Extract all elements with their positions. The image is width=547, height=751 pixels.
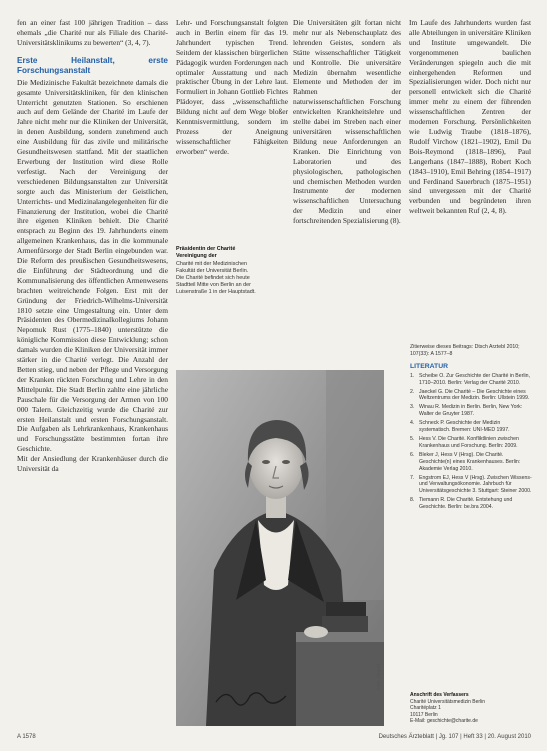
author-address [410,692,532,725]
image-caption [176,246,256,356]
page-footer [0,734,547,746]
literature-list [410,373,532,511]
column1-body-continued: Mit der Ansiedlung der Krankenhäuser durch die Universität da [17,454,168,474]
column4-body: Im Laufe des Jahrhunderts wurden fast alle Abteilungen in universitäre Kliniken und Institute umgewandelt. Die vorgenommenen baulichen Veränderungen spiegeln auch die mit einhergehenden Reformen und Spezialisierungen wider. Doch nicht nur personell entwickelt sich die Charité immer mehr zu einem der führenden wissenschaftlichen Zentren der modernen Forschung. Persönlichkeiten wie Ludwig Traube (1818–1876), Rudolf Virchow (1821–1902), Emil Du Bois-Reymond (1818–1896), Paul Langerhans (1847–1888), Robert Koch (1843–1910), Emil Behring (1854–1917) und Ferdinand Sauerbruch (1875–1951) sind unvergessen mit der Charité verbunden und begründeten ihren weltweit bekannten Ruf (2, 4, 8). [409,18,531,216]
text-column-2 [176,18,288,246]
literature-item: 7. Engstrom EJ, Hess V (Hrsg). Zwischen Wissens- und Verwaltungsökonomie. Jahrbuch für Universitätsgeschichte 3. Stuttgart: Steiner 2000. [410,474,532,495]
address-line: Charitéplatz 1 [410,705,441,712]
caption-title: Präsidentin der Charité Vereinigung der [176,246,236,259]
column1-intro: fen an einer fast 100 jährigen Tradition – dass ehemals „die Charité nur als Filiale des Charité-Universitätsklinikums zu bewerten“ (3, 4, 7). [17,18,168,47]
literature-item: 8. Tiemann R. Die Charité. Entstehung und Geschichte. Berlin: be.bra 2004. [410,497,513,511]
column3-body: Die Universitäten gilt fortan nicht mehr nur als Nebenschauplatz des lehrenden Geistes, sondern als Stätte wissenschaftlicher Tätigkeit und Kontrolle. Die universitäre Medizin übernahm wesentliche Elemente und Methoden der im Rahmen der naturwissenschaftlichen Forschung entwickelten Krankheitslehre und stellte dabei im Streben nach einer universitären wissenschaftlichen Bildung neue Anforderungen an Kranken. Die Einrichtung von Laboratorien und des physiologischen, pathologischen und chemischen Methoden wurden Instrumente der modernen wissenschaftlichen Untersuchung der Medizin und einer fortschreitenden Spezialisierung (8). [293,18,401,226]
address-line: 10117 Berlin [410,711,438,718]
address-email: E-Mail: geschichte@charite.de [410,718,478,725]
section-heading: Erste Heilanstalt, erste Forschungsanstalt [17,55,168,75]
literature-heading: LITERATUR [410,362,449,370]
portrait-illustration [176,370,384,726]
literature-item: 3. Winau R. Medizin in Berlin. Berlin, New York: Walter de Gruyter 1987. [410,404,523,418]
address-title: Anschrift des Verfassers [410,692,469,698]
literature-item: 5. Hess V. Die Charité. Konfliktlinien zwischen Krankenhaus und Forschung. Berlin: 2009. [410,435,519,449]
text-column-3 [293,18,401,418]
column1-body: Die Medizinische Fakultät bezeichnete damals die gesamte Universitätskliniken, für den klinischen Unterricht genutzten Stationen. So erschienen auch auf dem Gelände der Charité im Laufe der Jahre nicht mehr nur die Kliniken der Universität, in denen Ausbildung, sondern zunehmend auch eine Ausbildung für das zivile und militärische Gesundheitswesen stattfand. Mit der staatlichen Erwerbung der Institution wird diese Rolle verfestigt. Nach der Vereinigung der verschiedenen Bildungsanstalten zur Universität sorgte auch das Ministerium der Geistlichen, Unterrichts- und Medizinalangelegenheiten für die Finanzierung der Institution, wobei die Charité ihre eigenen Kliniken behielt. Die Charité entsprach zu Beginn des 19. Jahrhunderts einem allgemeinen Krankenhaus, das in die kommunale Armenfürsorge der Stadt Berlin eingebunden war. Die Reform des preußischen Gesundheitswesens, die Einführung der Städteordnung und die Kommunalisierung des öffentlichen Armenwesens brachten weitreichende Folgen. Erst mit der Gründung der Friedrich-Wilhelms-Universität 1810 setzte eine Umgestaltung ein. Unter dem Präsidenten des Obermedizinalkollegiums Johann Nepomuk Rust (1775–1840) unterstützte die königliche Kommission diese Entwicklung; schon damals wurden die Kliniken der Universität immer stärker in die Charité verlegt. Die Anzahl der Betten stieg, und neben der Pflege und Versorgung der Kranken rückten Forschung und Lehre in den Mittelpunkt. Die Stadt Berlin zahlte eine jährliche Pauschale für die Versorgung der Armen von 100 000 Talern. Gleichzeitig wurde die Charité zur ersten Heilanstalt und ersten Forschungsanstalt. Die Aufgaben als Lehrkrankenhaus, Krankenhaus und Forschungsstätte bestimmten fortan ihre Geschichte. [17,77,168,454]
references-block [410,344,532,513]
portrait-engraving [176,370,384,726]
literature-item: 4. Schneck P. Geschichte der Medizin systematisch. Bremen: UNI-MED 1997. [410,420,510,434]
journal-citation: Deutsches Ärzteblatt | Jg. 107 | Heft 33 | 20. August 2010 [378,734,531,740]
page-number: A 1578 [17,734,36,740]
text-column-1 [17,18,168,736]
literature-item: 2. Jaeckel G. Die Charité – Die Geschichte eines Weltzentrums der Medizin. Berlin: Ullstein 1999. [410,388,530,402]
literature-item: 1. Scheibe O. Zur Geschichte der Charité in Berlin, 1710–2010. Berlin: Verlag der Charité 2010. [410,372,531,386]
address-line: Charité Universitätsmedizin Berlin [410,698,486,705]
text-column-4 [409,18,531,338]
citation-note: Zitierweise dieses Beitrags: Dtsch Arztebl 2010; 107(33): A 1577–8 [410,344,520,357]
literature-item: 6. Bleker J, Hess V (Hrsg). Die Charité. Geschichte(n) eines Krankenhauses. Berlin: Akademie Verlag 2010. [410,451,521,472]
photo-credit: Foto: Charité [376,663,381,690]
caption-text: Charité mit der Medizinischen Fakultät der Universität Berlin. Die Charité befindet sich heute Stadtteil Mitte von Berlin an der Luisenstraße 1 in der Hauptstadt. [176,261,256,295]
column2-body: Lehr- und Forschungsanstalt folgten auch in Berlin einem für das 19. Jahrhundert typischen Trend. Seitdem der klassischen bürgerlichen Pädagogik wurden Forderungen nach optimaler Ausstattung und nach praktischer Übung in der Lehre laut. Formuliert in Johann Gottlieb Fichtes Plädoyer, dass „wissenschaftliche Bildung nicht auf dem Wege bloßer Kenntnisvermittlung, sondern im Prozess der Aneignung wissenschaftlicher Fähigkeiten erworben“ werde. [176,18,288,156]
